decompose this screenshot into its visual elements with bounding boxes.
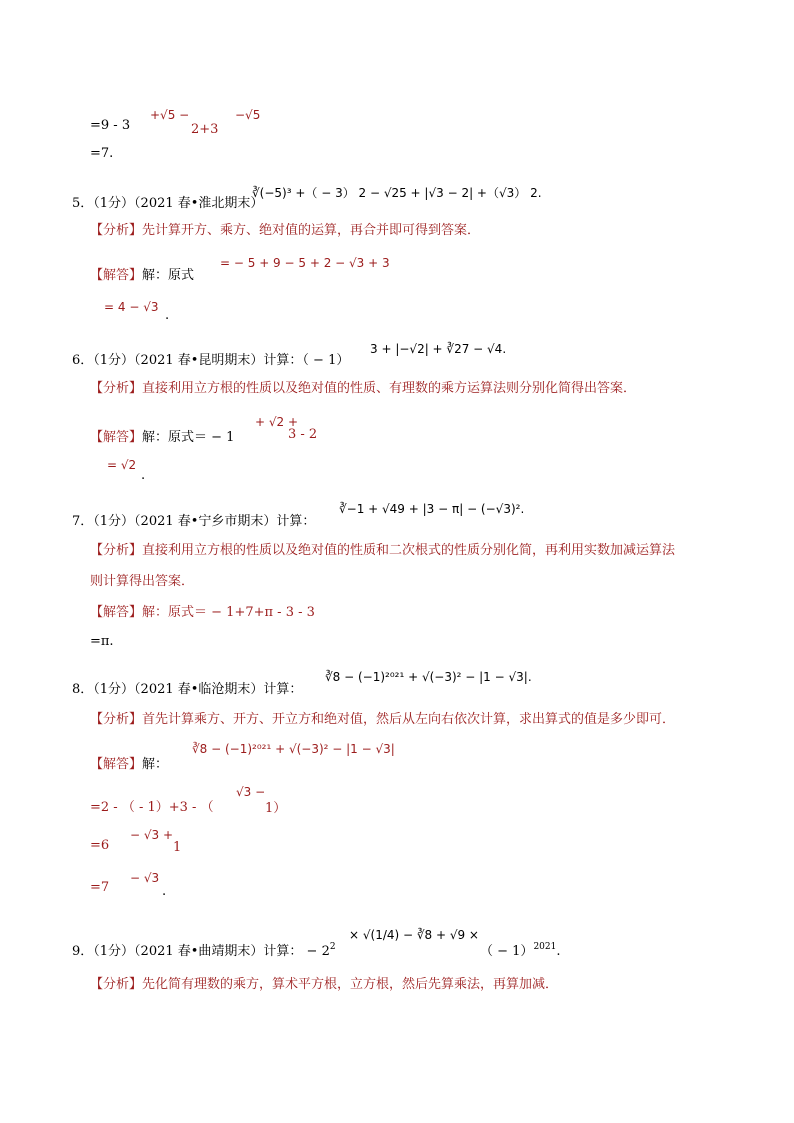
math-frag	[150, 108, 189, 122]
text: 6．（1分）（2021 春•昆明期末）计算：（ − 1）	[72, 353, 350, 368]
q8-step2-a	[130, 828, 173, 842]
analysis-text: 直接利用立方根的性质以及绝对值的性质、有理数的乘方运算法则分别化简得出答案．	[142, 381, 637, 396]
math-text: × √(1/4) − ∛8 + √9 ×	[349, 928, 479, 942]
q5-head	[72, 192, 263, 211]
text: 5．（1分）（2021 春•淮北期末）	[72, 196, 264, 211]
q8-answer-expr	[192, 742, 395, 756]
q7-answer	[90, 601, 315, 620]
text: 9．（1分）（2021 春•曲靖期末）计算： − 2	[72, 944, 330, 959]
text: 3 - 2	[288, 427, 318, 442]
q9-expr	[349, 928, 479, 942]
math-text: ∛−1 + √49 + |3 − π| − (−√3)²	[339, 502, 521, 516]
math-text: ∛8 − (−1)²⁰²¹ + √(−3)² − |1 − √3|	[325, 670, 528, 684]
text: =9 - 3	[90, 118, 131, 133]
q8-step3-a	[130, 871, 159, 885]
dot: .	[502, 342, 507, 356]
math-text: √3 −	[236, 785, 266, 799]
analysis-tag: 【分析】	[90, 712, 143, 727]
q6-answer-b	[288, 427, 317, 442]
math-text: ∛(−5)³ +（ − 3） 2 − √25 + |√3 − 2| +（√3） 2	[252, 186, 538, 200]
q9-head	[72, 940, 336, 959]
q8-step3	[90, 880, 109, 895]
text: =6	[90, 838, 110, 853]
q8-analysis	[90, 708, 675, 727]
text: 1	[173, 840, 182, 855]
math-text: 3 + |−√2| + ∛27 − √4	[370, 342, 503, 356]
q5-answer	[90, 264, 194, 283]
q8-step1	[90, 796, 214, 815]
q8-step2	[90, 838, 109, 853]
q8-expr	[325, 670, 532, 684]
dot: .	[162, 884, 167, 899]
q7-analysis-2	[90, 570, 194, 589]
q5-answer-expr	[220, 256, 390, 270]
math-text: = 4 − √3	[104, 300, 159, 314]
answer-tag: 【解答】	[90, 757, 143, 772]
analysis-text: 先化简有理数的乘方，算术平方根，立方根，然后先算乘法，再算加减．	[142, 977, 559, 992]
q6-head	[72, 349, 349, 368]
answer-text: 解：原式	[142, 268, 195, 283]
dot: .	[556, 944, 561, 959]
text: =7.	[90, 146, 114, 161]
q8-answer	[90, 753, 168, 772]
line-eq-2	[90, 146, 113, 161]
analysis-text: 首先计算乘方、开方、开立方和绝对值，然后从左向右依次计算，求出算式的值是多少即可．	[142, 712, 676, 727]
math-text: = − 5 + 9 − 5 + 2 − √3 + 3	[220, 256, 390, 270]
answer-tag: 【解答】	[90, 430, 143, 445]
q8-step2-b	[173, 840, 181, 855]
answer-text: 解：	[142, 757, 169, 772]
text: （ − 1）	[480, 944, 534, 959]
math-text: = √2	[107, 458, 137, 472]
text: 1）	[265, 801, 287, 816]
q6-analysis	[90, 377, 636, 396]
q8-head	[72, 678, 302, 697]
answer-tag: 【解答】	[90, 605, 143, 620]
line-eq-1	[90, 118, 130, 133]
analysis-text: 则计算得出答案．	[90, 574, 195, 589]
dot: .	[527, 670, 532, 684]
q9-analysis	[90, 973, 558, 992]
answer-tag: 【解答】	[90, 268, 143, 283]
q6-expr	[370, 342, 506, 356]
q7-result	[90, 634, 114, 649]
q9-tail	[480, 940, 560, 959]
dot: .	[165, 308, 170, 323]
text: +√5 −	[150, 108, 190, 122]
q8-step1-a	[236, 785, 265, 799]
math-text: − √3 +	[130, 828, 174, 842]
q5-expr	[252, 184, 542, 201]
analysis-tag: 【分析】	[90, 223, 143, 238]
math-text: ∛8 − (−1)²⁰²¹ + √(−3)² − |1 − √3|	[192, 742, 395, 756]
text: 8．（1分）（2021 春•临沧期末）计算：	[72, 682, 303, 697]
exponent: 2021	[533, 942, 557, 952]
q5-result-dot	[165, 308, 169, 323]
text: =2 - （ - 1）+3 - （	[90, 800, 214, 815]
analysis-text: 先计算开方、乘方、绝对值的运算，再合并即可得到答案．	[142, 223, 481, 238]
q6-result	[107, 458, 136, 472]
q5-analysis	[90, 219, 480, 238]
math-text: − √3	[130, 871, 160, 885]
analysis-tag: 【分析】	[90, 543, 143, 558]
analysis-tag: 【分析】	[90, 381, 143, 396]
answer-text: 解：原式＝ − 1+7+π - 3 - 3	[142, 605, 315, 620]
analysis-text: 直接利用立方根的性质以及绝对值的性质和二次根式的性质分别化简，再利用实数加减运算法	[142, 543, 676, 558]
analysis-tag: 【分析】	[90, 977, 143, 992]
q8-step3-dot	[162, 884, 166, 899]
text: =7	[90, 880, 110, 895]
q8-step1-b	[265, 797, 286, 816]
answer-text: 解：原式＝ − 1	[142, 430, 235, 445]
math-frag	[235, 108, 260, 122]
q5-result	[104, 300, 158, 314]
text: 7．（1分）（2021 春•宁乡市期末）计算：	[72, 514, 316, 529]
exponent: 2	[329, 942, 336, 952]
dot: .	[141, 468, 146, 483]
math-text: + √2 +	[255, 415, 299, 429]
text: 2+3	[191, 122, 219, 137]
text: =π.	[90, 634, 114, 649]
q6-answer	[90, 426, 234, 445]
q6-result-dot	[141, 468, 145, 483]
dot: .	[537, 186, 542, 200]
q7-head	[72, 510, 315, 529]
dot: .	[520, 502, 525, 516]
q7-expr	[339, 502, 524, 516]
math-frag	[191, 122, 218, 137]
text: −√5	[235, 108, 261, 122]
q7-analysis-1	[90, 539, 675, 558]
